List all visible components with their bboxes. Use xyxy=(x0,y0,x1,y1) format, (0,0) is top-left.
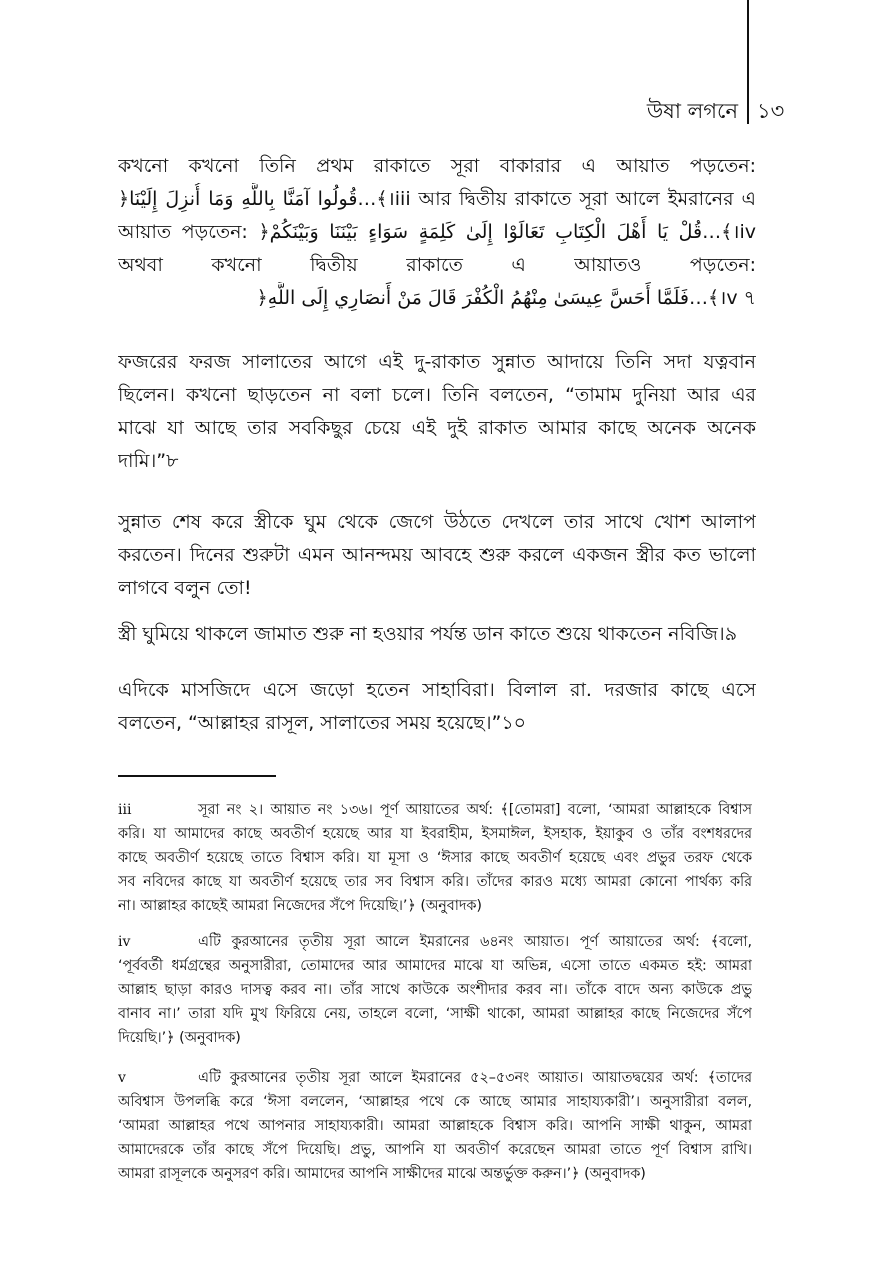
footnote-line: এটি কুরআনের তৃতীয় সূরা আলে ইমরানের ৫২–৫৩নং আয়াত। আয়াতদ্বয়ের অর্থ: ﴾তাদের xyxy=(198,1070,752,1086)
text-line: অথবা কখনো দ্বিতীয় রাকাতে এ আয়াতও পড়তেন: xyxy=(118,254,756,276)
footnote-line: দিয়েছি।’﴿ (অনুবাদক) xyxy=(118,1030,241,1046)
paragraph-1 xyxy=(118,150,756,315)
footnote-iii xyxy=(118,798,752,918)
footnote-line: সব নবিদের কাছে যা অবতীর্ণ হয়েছে তার সব বিশ্বাস করি। তাঁদের কারও মধ্যে আমরা কোনো পার্থক্য করি xyxy=(118,874,752,890)
paragraph-4 xyxy=(118,618,756,651)
footnote-line: ‘পূর্ববর্তী ধর্মগ্রন্থের অনুসারীরা, তোমাদের আর আমাদের মাঝে যা অভিন্ন, এসো তাতে একমত হই: আমরা xyxy=(118,958,752,974)
footnote-line: না। আল্লাহর কাছেই আমরা নিজেদের সঁপে দিয়েছি।’﴿ (অনুবাদক) xyxy=(118,898,483,914)
paragraph-3 xyxy=(118,506,756,605)
text-line: সুন্নাত শেষ করে স্ত্রীকে ঘুম থেকে জেগে উঠতে দেখলে তার সাথে খোশ আলাপ xyxy=(118,511,756,533)
footnote-line: আমাদেরকে তাঁর কাছে সঁপে দিয়েছি। প্রভু, আপনি যা অবতীর্ণ করেছেন আমরা তাতে পূর্ণ বিশ্বাস রাখি। xyxy=(118,1142,752,1158)
footnote-line: এটি কুরআনের তৃতীয় সূরা আলে ইমরানের ৬৪নং আয়াত। পূর্ণ আয়াতের অর্থ: ﴾বলো, xyxy=(198,934,752,950)
footnote-mark: iv xyxy=(118,934,131,950)
footnote-mark: v xyxy=(118,1070,126,1086)
text-line: বলতেন, “আল্লাহর রাসূল, সালাতের সময় হয়েছে।”১০ xyxy=(118,712,527,734)
footnote-separator xyxy=(118,775,276,777)
text-line: ফজরের ফরজ সালাতের আগে এই দু-রাকাত সুন্নাত আদায়ে তিনি সদা যত্নবান xyxy=(118,351,756,373)
text-line: এদিকে মাসজিদে এসে জড়ো হতেন সাহাবিরা। বিলাল রা. দরজার কাছে এসে xyxy=(118,679,756,701)
footnote-line: অবিশ্বাস উপলব্ধি করে ‘ঈসা বললেন, ‘আল্লাহর পথে কে আছে আমার সাহায্যকারী’। অনুসারীরা বলল, xyxy=(118,1094,752,1110)
header-divider xyxy=(747,0,749,124)
arabic-verse-line: ﴿فَلَمَّا أَحَسَّ عِيسَىٰ مِنْهُمُ الْكُفْرَ قَالَ مَنْ أَنصَارِي إِلَى اللَّهِ…﴾।v ৭ xyxy=(256,287,756,309)
text-line: ছিলেন। কখনো ছাড়তেন না বলা চলে। তিনি বলতেন, “তামাম দুনিয়া আর এর xyxy=(118,384,756,406)
text-line: মাঝে যা আছে তার সবকিছুর চেয়ে এই দুই রাকাত আমার কাছে অনেক অনেক xyxy=(118,417,756,439)
footnote-line: আল্লাহ ছাড়া কারও দাসত্ব করব না। তাঁর সাথে কাউকে অংশীদার করব না। তাঁকে বাদে অন্য কাউকে প্রভু xyxy=(118,982,752,998)
page-number: ১৩ xyxy=(757,99,785,123)
text-line: স্ত্রী ঘুমিয়ে থাকলে জামাত শুরু না হওয়ার পর্যন্ত ডান কাতে শুয়ে থাকতেন নবিজি।৯ xyxy=(118,623,738,645)
text-line-with-arabic: আয়াত পড়তেন: ﴿قُلْ يَا أَهْلَ الْكِتَابِ تَعَالَوْا إِلَىٰ كَلِمَةٍ سَوَاءٍ بَيْنَنَا وَبَيْنَكُمْ…﴾।iv xyxy=(118,221,756,243)
text-line: কখনো কখনো তিনি প্রথম রাকাতে সূরা বাকারার এ আয়াত পড়তেন: xyxy=(118,155,756,177)
text-line: লাগবে বলুন তো! xyxy=(118,577,252,599)
text-line-with-arabic: ﴿قُولُوا آمَنَّا بِاللَّهِ وَمَا أُنزِلَ إِلَيْنَا…﴾।iii আর দ্বিতীয় রাকাতে সূরা আলে ইমরানের এ xyxy=(118,188,756,210)
running-header-title: উষা লগনে xyxy=(646,99,738,123)
footnote-v xyxy=(118,1066,752,1186)
paragraph-5 xyxy=(118,674,756,740)
footnote-line: আমরা রাসূলকে অনুসরণ করি। আমাদের আপনি সাক্ষীদের মাঝে অন্তর্ভুক্ত করুন।’﴿ (অনুবাদক) xyxy=(118,1166,646,1182)
footnote-line: সূরা নং ২। আয়াত নং ১৩৬। পূর্ণ আয়াতের অর্থ: ﴾[তোমরা] বলো, ‘আমরা আল্লাহকে বিশ্বাস xyxy=(198,802,752,818)
text-line: দামি।”৮ xyxy=(118,450,179,472)
text-line: করতেন। দিনের শুরুটা এমন আনন্দময় আবহে শুরু করলে একজন স্ত্রীর কত ভালো xyxy=(118,544,756,566)
footnote-mark: iii xyxy=(118,802,132,818)
paragraph-2 xyxy=(118,346,756,478)
footnote-line: বানাব না।’ তারা যদি মুখ ফিরিয়ে নেয়, তাহলে বলো, ‘সাক্ষী থাকো, আমরা আল্লাহর কাছে নিজেদের সঁপে xyxy=(118,1006,752,1022)
footnote-iv xyxy=(118,930,752,1050)
footnote-line: ‘আমরা আল্লাহর পথে আপনার সাহায্যকারী। আমরা আল্লাহকে বিশ্বাস করি। আপনি সাক্ষী থাকুন, আমরা xyxy=(118,1118,752,1134)
footnote-line: কাছে অবতীর্ণ হয়েছে তাতে বিশ্বাস করি। যা মূসা ও ‘ঈসার কাছে অবতীর্ণ হয়েছে এবং প্রভুর তরফ থেকে xyxy=(118,850,752,866)
footnote-line: করি। যা আমাদের কাছে অবতীর্ণ হয়েছে আর যা ইবরাহীম, ইসমাঈল, ইসহাক, ইয়াকুব ও তাঁর বংশধরদের xyxy=(118,826,752,842)
